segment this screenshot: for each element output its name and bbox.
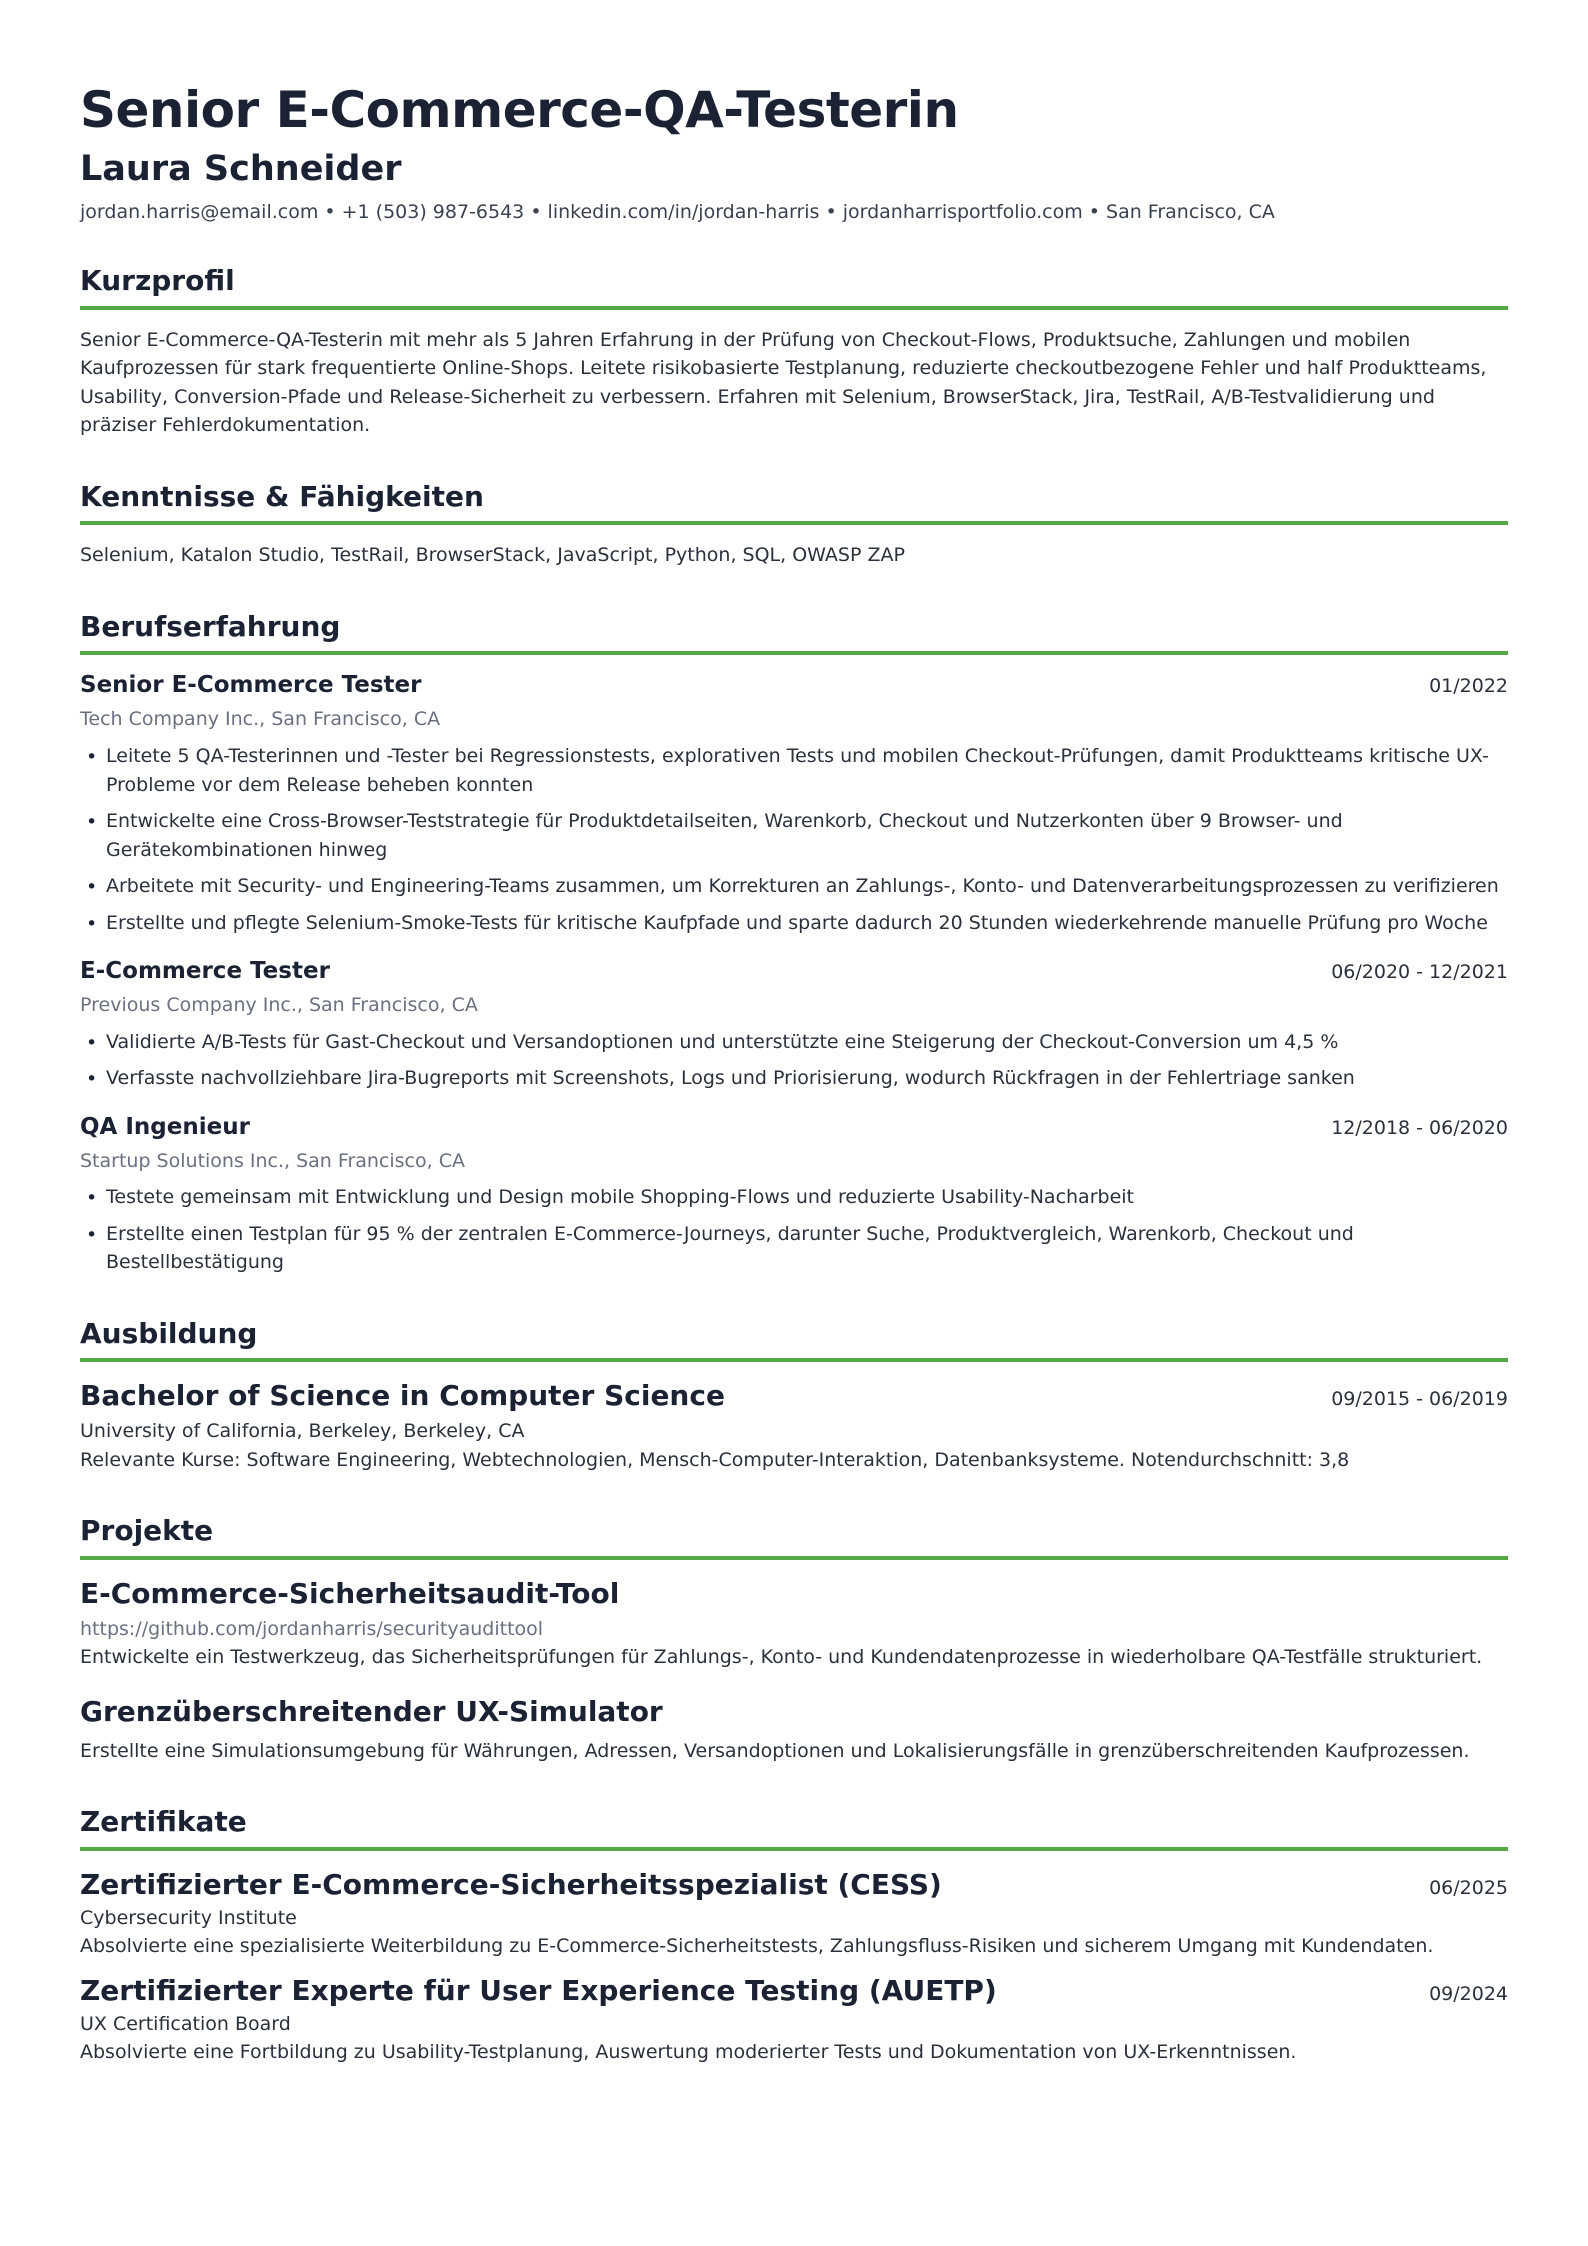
bullet-item: • Leitete 5 QA-Testerinnen und -Tester bei Regressionstests, explorativen Tests und mobilen Checkout-Prüfungen, damit Produktteams kritische UX-Probleme vor dem Release beheben konnten bbox=[80, 742, 1508, 799]
project-entry bbox=[80, 1694, 1508, 1766]
project-title: Grenzüberschreitender UX-Simulator bbox=[80, 1694, 663, 1728]
project-entry bbox=[80, 1576, 1508, 1672]
certificate-date: 09/2024 bbox=[1429, 1982, 1508, 2005]
project-link[interactable]: https://github.com/jordanharris/securityaudittool bbox=[80, 1617, 544, 1640]
certificate-issuer: Cybersecurity Institute bbox=[80, 1906, 297, 1929]
job-title: Senior E-Commerce Tester bbox=[80, 672, 422, 699]
job-bullets bbox=[80, 742, 1508, 937]
skills-text: Selenium, Katalon Studio, TestRail, BrowserStack, JavaScript, Python, SQL, OWASP ZAP bbox=[80, 544, 905, 567]
section-experience bbox=[80, 610, 1508, 1277]
job-entry bbox=[80, 957, 1508, 1093]
bullet-item: • Erstellte und pflegte Selenium-Smoke-Tests für kritische Kaufpfade und sparte dadurch 20 Stunden wiederkehrende manuelle Prüfung pro Woche bbox=[80, 909, 1508, 938]
project-text: Erstellte eine Simulationsumgebung für Währungen, Adressen, Versandoptionen und Lokalisierungsfälle in grenzüberschreitenden Kaufprozessen. bbox=[80, 1739, 1470, 1762]
section-heading-projects: Projekte bbox=[80, 1514, 1508, 1560]
section-heading-experience: Berufserfahrung bbox=[80, 610, 1508, 656]
certificate-date: 06/2025 bbox=[1429, 1876, 1508, 1899]
certificate-entry bbox=[80, 1973, 1508, 2067]
section-heading-skills: Kenntnisse & Fähigkeiten bbox=[80, 480, 1508, 526]
section-projects bbox=[80, 1514, 1508, 1765]
certificate-entry bbox=[80, 1867, 1508, 1961]
job-company: Previous Company Inc., San Francisco, CA bbox=[80, 993, 478, 1016]
job-bullets bbox=[80, 1183, 1508, 1277]
certificate-title: Zertifizierter E-Commerce-Sicherheitsspezialist (CESS) bbox=[80, 1867, 942, 1901]
bullet-item: • Arbeitete mit Security- und Engineering-Teams zusammen, um Korrekturen an Zahlungs-, Konto- und Datenverarbeitungsprozessen zu verifizieren bbox=[80, 872, 1508, 901]
certificate-text: Absolvierte eine spezialisierte Weiterbildung zu E-Commerce-Sicherheitstests, Zahlungsfluss-Risiken und sicherem Umgang mit Kundendaten. bbox=[80, 1935, 1434, 1958]
project-text: Entwickelte ein Testwerkzeug, das Sicherheitsprüfungen für Zahlungs-, Konto- und Kundendatenprozesse in wiederholbare QA-Testfälle strukturiert. bbox=[80, 1646, 1483, 1669]
certificate-text: Absolvierte eine Fortbildung zu Usability-Testplanung, Auswertung moderierter Tests und Dokumentation von UX-Erkenntnissen. bbox=[80, 2041, 1297, 2064]
bullet-item: • Entwickelte eine Cross-Browser-Teststrategie für Produktdetailseiten, Warenkorb, Checkout und Nutzerkonten über 9 Browser- und Gerätekombinationen hinweg bbox=[80, 807, 1508, 864]
job-date: 06/2020 - 12/2021 bbox=[1331, 961, 1508, 984]
job-entry bbox=[80, 1113, 1508, 1277]
profile-text: Senior E-Commerce-QA-Testerin mit mehr als 5 Jahren Erfahrung in der Prüfung von Checkout-Flows, Produktsuche, Zahlungen und mobilen Kaufprozessen für stark frequentierte Online-Shops. Leitete risikobasierte Testplanung, reduzierte checkoutbezogene Fehler und half Produktteams, Usability, Conversion-Pfade und Release-Sicherheit zu verbessern. Erfahren mit Selenium, BrowserStack, Jira, TestRail, A/B-Testvalidierung und präziser Fehlerdokumentation. bbox=[80, 328, 1487, 437]
bullet-item: • Verfasste nachvollziehbare Jira-Bugreports mit Screenshots, Logs und Priorisierung, wodurch Rückfragen in der Fehlertriage sanken bbox=[80, 1064, 1508, 1093]
section-heading-certificates: Zertifikate bbox=[80, 1805, 1508, 1851]
bullet-item: • Erstellte einen Testplan für 95 % der zentralen E-Commerce-Journeys, darunter Suche, Produktvergleich, Warenkorb, Checkout und Bestellbestätigung bbox=[80, 1220, 1508, 1277]
section-skills bbox=[80, 480, 1508, 570]
job-company: Tech Company Inc., San Francisco, CA bbox=[80, 708, 441, 731]
section-certificates bbox=[80, 1805, 1508, 2067]
job-company: Startup Solutions Inc., San Francisco, CA bbox=[80, 1149, 465, 1172]
certificate-issuer: UX Certification Board bbox=[80, 2012, 291, 2035]
education-details: Relevante Kurse: Software Engineering, Webtechnologien, Mensch-Computer-Interaktion, Datenbanksysteme. Notendurchschnitt: 3,8 bbox=[80, 1448, 1350, 1471]
degree-title: Bachelor of Science in Computer Science bbox=[80, 1379, 725, 1413]
contact-line: jordan.harris@email.com • +1 (503) 987-6543 • linkedin.com/in/jordan-harris • jordanharrisportfolio.com • San Francisco, CA bbox=[80, 200, 1275, 223]
school-name: University of California, Berkeley, Berkeley, CA bbox=[80, 1420, 525, 1443]
job-entry bbox=[80, 671, 1508, 937]
certificate-title: Zertifizierter Experte für User Experience Testing (AUETP) bbox=[80, 1973, 997, 2007]
bullet-item: • Validierte A/B-Tests für Gast-Checkout und Versandoptionen und unterstützte eine Steigerung der Checkout-Conversion um 4,5 % bbox=[80, 1028, 1508, 1057]
section-education bbox=[80, 1317, 1508, 1475]
job-title: QA Ingenieur bbox=[80, 1113, 250, 1140]
resume-title: Senior E-Commerce-QA-Testerin bbox=[80, 81, 959, 139]
job-date: 01/2022 bbox=[1429, 675, 1508, 698]
job-title: E-Commerce Tester bbox=[80, 958, 330, 985]
education-date: 09/2015 - 06/2019 bbox=[1331, 1388, 1508, 1411]
project-title: E-Commerce-Sicherheitsaudit-Tool bbox=[80, 1576, 620, 1610]
section-heading-profile: Kurzprofil bbox=[80, 264, 1508, 310]
section-profile bbox=[80, 264, 1508, 440]
section-heading-education: Ausbildung bbox=[80, 1317, 1508, 1363]
job-date: 12/2018 - 06/2020 bbox=[1331, 1116, 1508, 1139]
bullet-item: • Testete gemeinsam mit Entwicklung und Design mobile Shopping-Flows und reduzierte Usability-Nacharbeit bbox=[80, 1183, 1508, 1212]
job-bullets bbox=[80, 1028, 1508, 1093]
candidate-name: Laura Schneider bbox=[80, 148, 402, 189]
